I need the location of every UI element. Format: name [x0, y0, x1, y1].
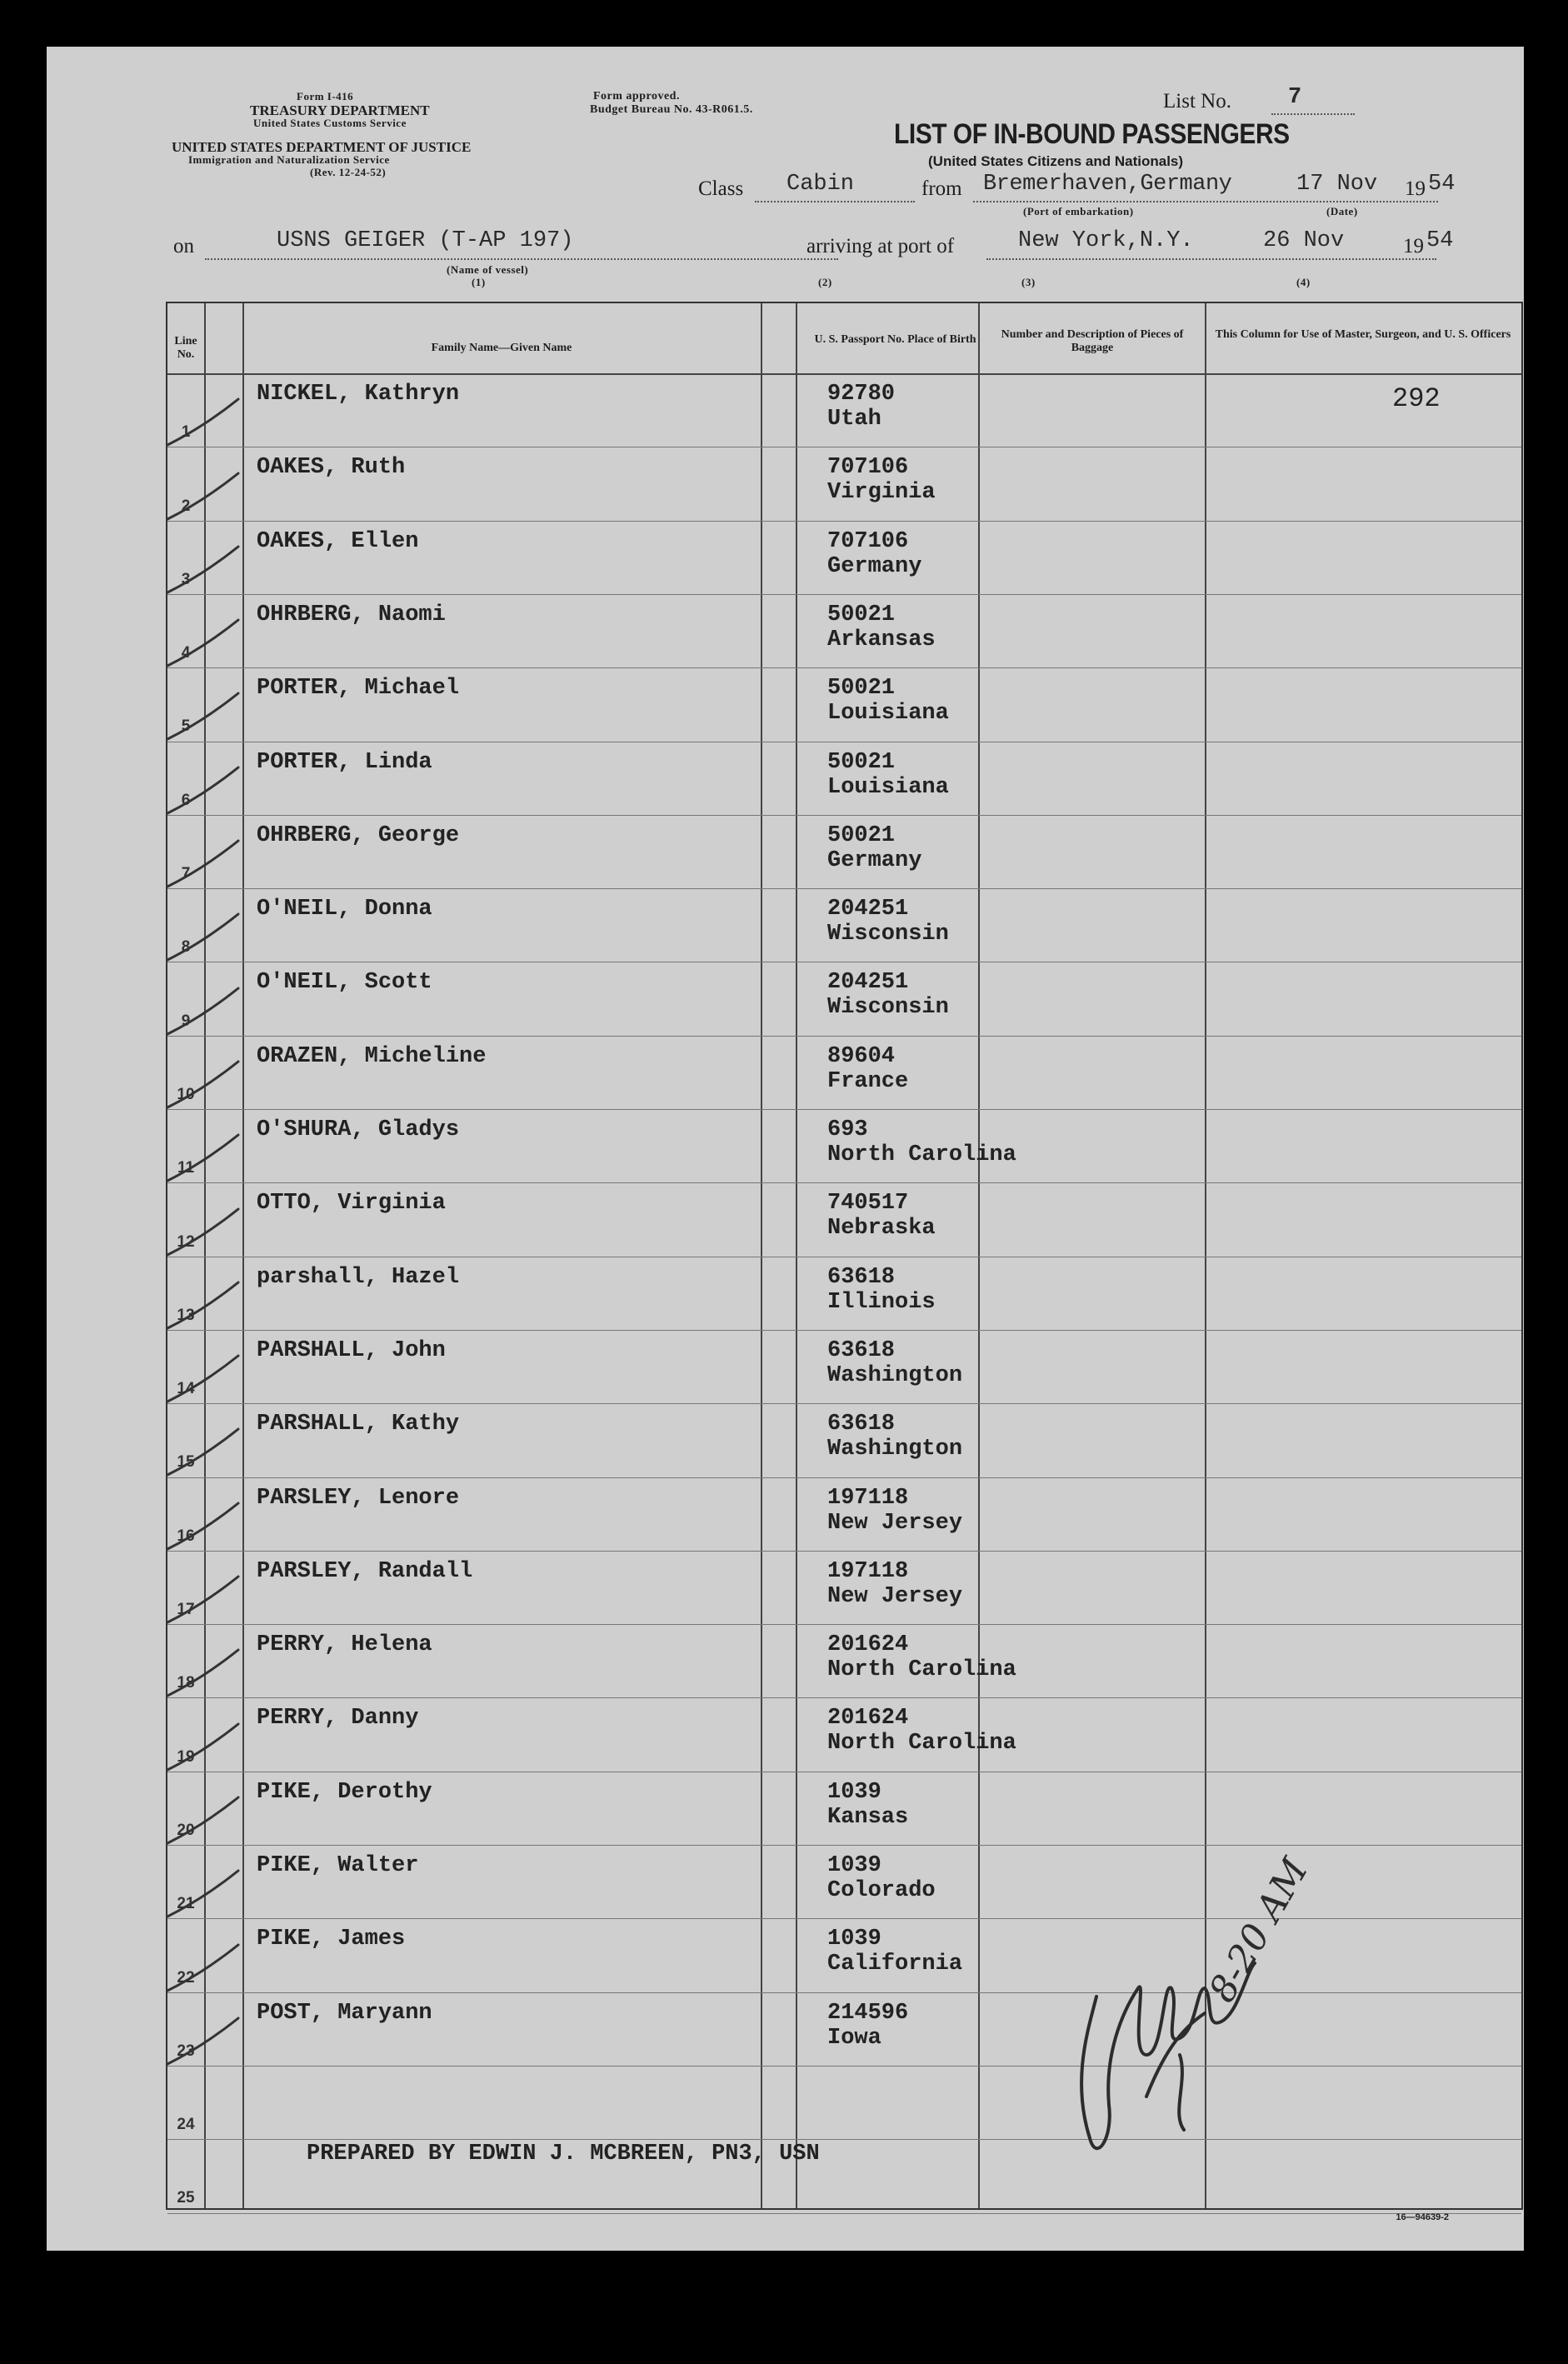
arrival-year: 54: [1426, 228, 1454, 253]
col-ref-2: (2): [818, 276, 832, 288]
line-number: 17: [177, 1601, 195, 1619]
vessel-name: USNS GEIGER (T-AP 197): [277, 228, 574, 253]
header-passport: U. S. Passport No. Place of Birth: [814, 333, 976, 346]
passport-number: 92780: [827, 382, 896, 407]
passport-number: 63618: [827, 1412, 896, 1437]
line-number: 9: [181, 1012, 191, 1030]
passenger-name: PERRY, Danny: [257, 1706, 419, 1732]
from-year: 54: [1428, 172, 1456, 197]
passenger-name: PARSHALL, Kathy: [257, 1412, 460, 1437]
passenger-name: PERRY, Helena: [257, 1632, 432, 1658]
arrival-date: 26 Nov: [1263, 228, 1345, 253]
passenger-name: O'NEIL, Donna: [257, 897, 432, 922]
passport-number: 50021: [827, 822, 896, 848]
line-number: 16: [177, 1527, 195, 1545]
check-tick-mark: [151, 984, 251, 1042]
header-line-no: Line No.: [174, 335, 197, 361]
arriving-label: arriving at port of: [806, 235, 955, 257]
print-code: 16—94639-2: [1396, 2212, 1449, 2222]
place-of-birth: Wisconsin: [827, 995, 949, 1021]
table-row: [167, 1403, 1521, 1477]
list-no-label: List No.: [1163, 90, 1231, 112]
date-caption: (Date): [1326, 205, 1358, 217]
table-row: [167, 1109, 1521, 1182]
vessel-caption: (Name of vessel): [447, 263, 529, 276]
handwritten-time: 8-20 AM: [1201, 1851, 1317, 2010]
passport-number: 204251: [827, 897, 909, 922]
line-number: 5: [181, 717, 191, 736]
table-row: [167, 521, 1521, 594]
line-number: 2: [181, 497, 191, 515]
check-tick-mark: [151, 1572, 251, 1631]
line-number: 15: [177, 1453, 195, 1472]
passport-number: 63618: [827, 1264, 896, 1290]
place-of-birth: Utah: [827, 407, 881, 432]
passport-number: 707106: [827, 455, 909, 481]
table-row: [167, 667, 1521, 741]
header-baggage: Number and Description of Pieces of Baggage: [1001, 328, 1184, 354]
place-of-birth: North Carolina: [827, 1657, 1016, 1683]
line-number: 23: [177, 2042, 195, 2060]
handwritten-initials: [1038, 1780, 1388, 2180]
revision: (Rev. 12-24-52): [310, 166, 387, 178]
check-tick-mark: [151, 542, 251, 601]
line-number: 25: [177, 2189, 195, 2207]
line-number: 21: [177, 1895, 195, 1913]
place-of-birth: Nebraska: [827, 1216, 936, 1242]
check-tick-mark: [151, 1057, 251, 1116]
table-row: [167, 373, 1521, 447]
check-tick-mark: [151, 616, 251, 674]
table-row: [167, 1182, 1521, 1256]
line-number: 12: [177, 1232, 195, 1251]
check-tick-mark: [151, 1131, 251, 1189]
passenger-name: PORTER, Michael: [257, 676, 460, 702]
passenger-name: O'NEIL, Scott: [257, 970, 432, 996]
check-tick-mark: [151, 469, 251, 527]
from-port: Bremerhaven,Germany: [983, 172, 1232, 197]
table-row: [167, 594, 1521, 667]
passport-number: 89604: [827, 1043, 896, 1069]
line-number: 19: [177, 1747, 195, 1766]
col-ref-3: (3): [1021, 276, 1036, 288]
check-tick-mark: [151, 763, 251, 822]
passport-number: 50021: [827, 602, 896, 627]
line-number: 24: [177, 2116, 195, 2134]
prepared-by: PREPARED BY EDWIN J. MCBREEN, PN3, USN: [307, 2142, 820, 2167]
table-row: [167, 815, 1521, 888]
check-tick-mark: [151, 1499, 251, 1557]
line-number: 11: [177, 1159, 195, 1177]
passenger-name: OHRBERG, George: [257, 822, 460, 848]
check-tick-mark: [151, 1425, 251, 1483]
passport-number: 197118: [827, 1485, 909, 1511]
place-of-birth: North Carolina: [827, 1731, 1016, 1757]
form-subtitle: (United States Citizens and Nationals): [928, 153, 1184, 169]
line-number: 22: [177, 1968, 195, 1987]
justice-dept: UNITED STATES DEPARTMENT OF JUSTICE: [172, 139, 472, 155]
line-number: 4: [181, 644, 191, 662]
passenger-name: PIKE, James: [257, 1927, 406, 1952]
from-label: from: [921, 177, 962, 200]
place-of-birth: Wisconsin: [827, 922, 949, 947]
check-tick-mark: [151, 837, 251, 895]
line-number: 3: [181, 570, 191, 588]
place-of-birth: Illinois: [827, 1289, 936, 1315]
from-date: 17 Nov: [1296, 172, 1378, 197]
line-number: 10: [177, 1085, 195, 1103]
check-tick-mark: [151, 1205, 251, 1263]
passenger-name: PARSLEY, Randall: [257, 1558, 473, 1584]
place-of-birth: Colorado: [827, 1878, 936, 1903]
treasury-dept: TREASURY DEPARTMENT: [250, 102, 430, 118]
on-label: on: [173, 235, 194, 257]
place-of-birth: Arkansas: [827, 627, 936, 652]
table-row: [167, 1257, 1521, 1330]
table-row: [167, 1036, 1521, 1109]
line-number: 7: [181, 865, 191, 883]
place-of-birth: Germany: [827, 847, 922, 873]
check-tick-mark: [151, 1646, 251, 1704]
place-of-birth: Virginia: [827, 480, 936, 506]
form-sheet: [47, 47, 1524, 2251]
place-of-birth: North Carolina: [827, 1142, 1016, 1167]
passport-number: 63618: [827, 1337, 896, 1363]
passport-number: 1039: [827, 1853, 881, 1878]
passenger-name: ORAZEN, Micheline: [257, 1043, 487, 1069]
passenger-name: O'SHURA, Gladys: [257, 1117, 460, 1142]
port-embark-caption: (Port of embarkation): [1023, 205, 1134, 217]
check-tick-mark: [151, 395, 251, 453]
line-number: 13: [177, 1306, 195, 1324]
class-value: Cabin: [786, 172, 855, 197]
table-row: [167, 1624, 1521, 1697]
table-row: [167, 742, 1521, 815]
check-tick-mark: [151, 1278, 251, 1337]
table-row: [167, 1477, 1521, 1551]
line-number: 18: [177, 1674, 195, 1692]
table-row: [167, 888, 1521, 962]
passport-number: 693: [827, 1117, 868, 1142]
check-tick-mark: [151, 910, 251, 968]
line-number: 6: [181, 791, 191, 809]
place-of-birth: France: [827, 1068, 909, 1094]
place-of-birth: New Jersey: [827, 1583, 963, 1609]
passenger-name: OHRBERG, Naomi: [257, 602, 446, 627]
passenger-name: POST, Maryann: [257, 2000, 432, 2026]
check-tick-mark: [151, 2014, 251, 2072]
from-year-prefix: 19: [1405, 177, 1426, 200]
check-tick-mark: [151, 1941, 251, 1999]
passenger-name: OTTO, Virginia: [257, 1191, 446, 1217]
place-of-birth: Washington: [827, 1437, 963, 1462]
passenger-name: OAKES, Ruth: [257, 455, 406, 481]
line-number: 14: [177, 1380, 195, 1398]
passenger-name: NICKEL, Kathryn: [257, 382, 460, 407]
place-of-birth: Kansas: [827, 1804, 909, 1830]
budget-bureau: Budget Bureau No. 43-R061.5.: [590, 103, 753, 116]
passenger-name: OAKES, Ellen: [257, 528, 419, 554]
passport-number: 204251: [827, 970, 909, 996]
passport-number: 50021: [827, 749, 896, 775]
table-row: [167, 1551, 1521, 1624]
place-of-birth: Washington: [827, 1362, 963, 1388]
place-of-birth: Iowa: [827, 2025, 881, 2051]
line-number: 20: [177, 1821, 195, 1839]
header-name: Family Name—Given Name: [431, 342, 572, 354]
form-title: LIST OF IN-BOUND PASSENGERS: [894, 118, 1290, 150]
line-number: 1: [181, 423, 191, 442]
table-row: [167, 447, 1521, 520]
place-of-birth: Louisiana: [827, 701, 949, 727]
form-approved: Form approved.: [593, 90, 680, 102]
passport-number: 214596: [827, 2000, 909, 2026]
ins-service: Immigration and Naturalization Service: [188, 153, 390, 166]
list-no-value: 7: [1288, 85, 1302, 110]
col-ref-4: (4): [1296, 276, 1311, 288]
arrival-port: New York,N.Y.: [1018, 228, 1194, 253]
passenger-name: PIKE, Walter: [257, 1853, 419, 1878]
passport-number: 1039: [827, 1779, 881, 1805]
passport-number: 201624: [827, 1632, 909, 1658]
line-number: 8: [181, 938, 191, 957]
form-number: Form I-416: [297, 90, 354, 102]
officer-note: 292: [1392, 383, 1441, 414]
passport-number: 707106: [827, 528, 909, 554]
passenger-name: PARSLEY, Lenore: [257, 1485, 460, 1511]
header-officers: This Column for Use of Master, Surgeon, and U. S. Officers: [1215, 328, 1511, 341]
passport-number: 740517: [827, 1191, 909, 1217]
table-row: [167, 962, 1521, 1035]
table-row: [167, 1330, 1521, 1403]
table-row: [167, 1697, 1521, 1771]
passenger-name: PORTER, Linda: [257, 749, 432, 775]
place-of-birth: Louisiana: [827, 774, 949, 800]
place-of-birth: New Jersey: [827, 1510, 963, 1536]
passport-number: 1039: [827, 1927, 881, 1952]
check-tick-mark: [151, 1352, 251, 1410]
arrival-year-prefix: 19: [1403, 235, 1424, 257]
place-of-birth: California: [827, 1952, 963, 1977]
check-tick-mark: [151, 689, 251, 747]
passport-number: 50021: [827, 676, 896, 702]
class-label: Class: [698, 177, 744, 200]
check-tick-mark: [151, 1720, 251, 1778]
passenger-name: PARSHALL, John: [257, 1337, 446, 1363]
place-of-birth: Germany: [827, 553, 922, 579]
passport-number: 197118: [827, 1558, 909, 1584]
check-tick-mark: [151, 1793, 251, 1852]
passport-number: 201624: [827, 1706, 909, 1732]
col-ref-1: (1): [472, 276, 486, 288]
customs-service: United States Customs Service: [253, 117, 407, 129]
passenger-name: parshall, Hazel: [257, 1264, 460, 1290]
check-tick-mark: [151, 1867, 251, 1925]
passenger-name: PIKE, Derothy: [257, 1779, 432, 1805]
